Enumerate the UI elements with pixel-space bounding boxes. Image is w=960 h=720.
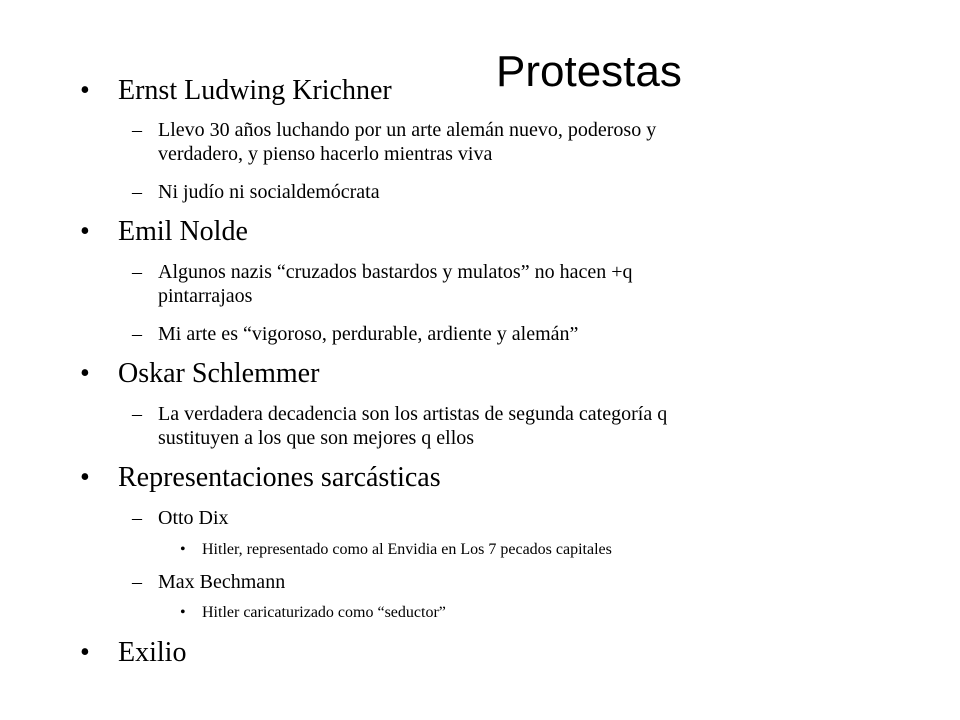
item-text: Max Bechmann: [158, 571, 286, 593]
item-text: Otto Dix: [158, 507, 229, 529]
bullet-dash: –: [132, 571, 142, 593]
bullet-dash: –: [132, 403, 142, 425]
sub-bullet-item: [132, 260, 633, 284]
heading-text: Representaciones sarcásticas: [118, 462, 441, 493]
item-text: Hitler caricaturizado como “seductor”: [202, 604, 446, 621]
heading-text: Oskar Schlemmer: [118, 358, 320, 389]
bullet-dot-small: •: [180, 604, 186, 621]
bullet-dot: •: [80, 462, 90, 493]
heading-text: Exilio: [118, 637, 187, 668]
sub-bullet-item: [132, 506, 229, 530]
bullet-dot: •: [80, 75, 90, 106]
sub-bullet-item-continuation: [158, 426, 474, 450]
sub-bullet-item-continuation: [158, 284, 252, 308]
sub-bullet-item-continuation: [158, 142, 492, 166]
bullet-dash: –: [132, 507, 142, 529]
sub-bullet-item: [132, 118, 657, 142]
sub-sub-bullet-item: [180, 540, 612, 560]
bullet-dot: •: [80, 216, 90, 247]
bullet-heading-schlemmer: [80, 358, 320, 389]
bullet-heading-exilio: [80, 637, 187, 668]
item-text: Algunos nazis “cruzados bastardos y mulatos” no hacen +q: [158, 261, 633, 283]
item-text: Ni judío ni socialdemócrata: [158, 181, 380, 203]
item-text: Mi arte es “vigoroso, perdurable, ardiente y alemán”: [158, 323, 579, 345]
bullet-dash: –: [132, 181, 142, 203]
item-text: Hitler, representado como al Envidia en Los 7 pecados capitales: [202, 541, 612, 558]
item-text: pintarrajaos: [158, 285, 253, 307]
slide-title: Protestas: [496, 47, 682, 96]
sub-bullet-item: [132, 570, 286, 594]
bullet-heading-kirchner: [80, 75, 392, 106]
sub-bullet-item: [132, 402, 668, 426]
bullet-dash: –: [132, 323, 142, 345]
bullet-dot-small: •: [180, 541, 186, 558]
bullet-heading-representaciones: [80, 462, 441, 493]
item-text: sustituyen a los que son mejores q ellos: [158, 427, 475, 449]
item-text: Llevo 30 años luchando por un arte alemán nuevo, poderoso y: [158, 119, 657, 141]
bullet-dot: •: [80, 358, 90, 389]
bullet-dot: •: [80, 637, 90, 668]
item-text: verdadero, y pienso hacerlo mientras viva: [158, 143, 493, 165]
bullet-heading-nolde: [80, 216, 248, 247]
heading-text: Ernst Ludwing Krichner: [118, 75, 392, 106]
sub-bullet-item: [132, 322, 579, 346]
heading-text: Emil Nolde: [118, 216, 248, 247]
sub-sub-bullet-item: [180, 603, 446, 623]
bullet-dash: –: [132, 261, 142, 283]
item-text: La verdadera decadencia son los artistas de segunda categoría q: [158, 403, 668, 425]
sub-bullet-item: [132, 180, 380, 204]
bullet-dash: –: [132, 119, 142, 141]
